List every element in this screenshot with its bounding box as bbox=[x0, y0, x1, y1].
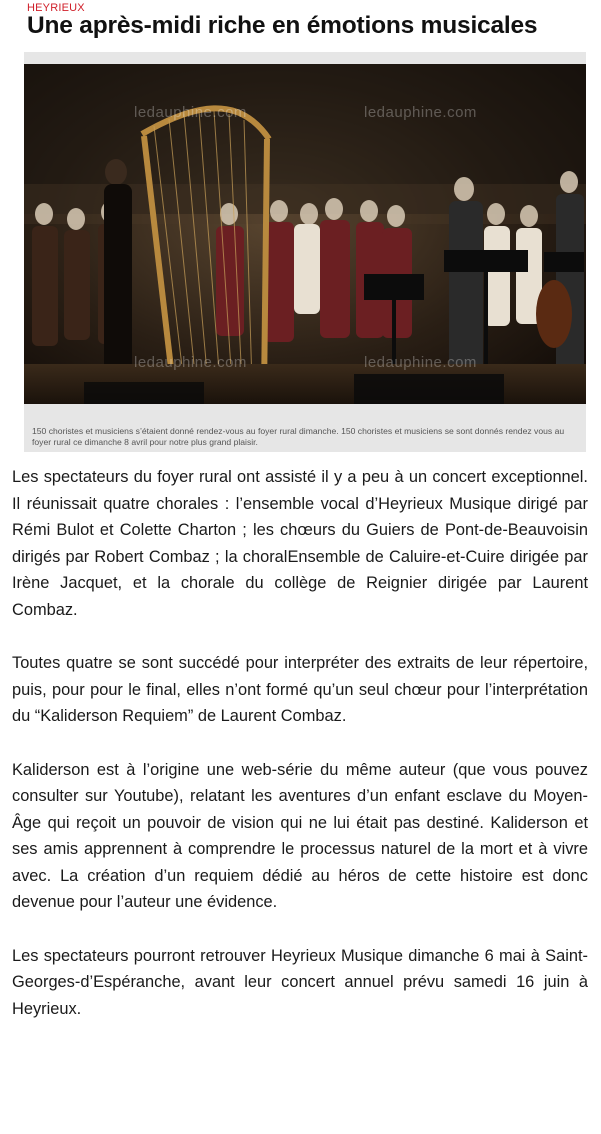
concert-photo-image bbox=[24, 64, 586, 404]
section-kicker: HEYRIEUX bbox=[27, 2, 85, 14]
concert-photo[interactable] bbox=[24, 64, 586, 404]
photo-watermark: ledauphine.com bbox=[134, 104, 247, 121]
article-paragraph: Les spectateurs du foyer rural ont assisté il y a peu à un concert exceptionnel. Il réunissait quatre chorales : l’ensemble vocal d’Heyrieux Musique dirigé par Rémi Bulot et Colette Charton ; les chœurs du Guiers de Pont-de-Beauvoisin dirigés par Robert Combaz ; la choralEnsemble de Caluire-et-Cuire dirigée par Irène Jacquet, et la chorale du collège de Reignier dirigée par Laurent Combaz. bbox=[12, 468, 588, 619]
article-paragraph: Kaliderson est à l’origine une web-série du même auteur (que vous pouvez consulter sur Youtube), relatant les aventures d’un enfant esclave du Moyen-Âge qui reçoit un pouvoir de vision qui ne lui était pas destiné. Kaliderson et ses amis apprennent à comprendre le processus naturel de la mort et à vivre avec. La création d’un requiem dédié au héros de cette histoire est donc devenue pour l’auteur une évidence. bbox=[12, 760, 588, 911]
photo-caption: 150 choristes et musiciens s’étaient donné rendez-vous au foyer rural dimanche. 150 choristes et musiciens se sont donnés rendez vous au foyer rural ce dimanche 8 avril pour notre plus grand plaisir. bbox=[32, 426, 565, 447]
article-paragraph: Les spectateurs pourront retrouver Heyrieux Musique dimanche 6 mai à Saint-Georges-d’Espéranche, avant leur concert annuel prévu samedi 16 juin à Heyrieux. bbox=[12, 946, 588, 1018]
photo-watermark: ledauphine.com bbox=[364, 104, 477, 121]
photo-watermark: ledauphine.com bbox=[134, 354, 247, 371]
article-figure bbox=[24, 52, 586, 452]
article-title: Une après-midi riche en émotions musicales bbox=[27, 12, 538, 39]
article-body bbox=[12, 464, 588, 1049]
photo-watermark: ledauphine.com bbox=[364, 354, 477, 371]
article-paragraph: Toutes quatre se sont succédé pour interpréter des extraits de leur répertoire, puis, pour pour le final, elles n’ont formé qu’un seul chœur pour l’interprétation du “Kaliderson Requiem” de Laurent Combaz. bbox=[12, 654, 588, 725]
